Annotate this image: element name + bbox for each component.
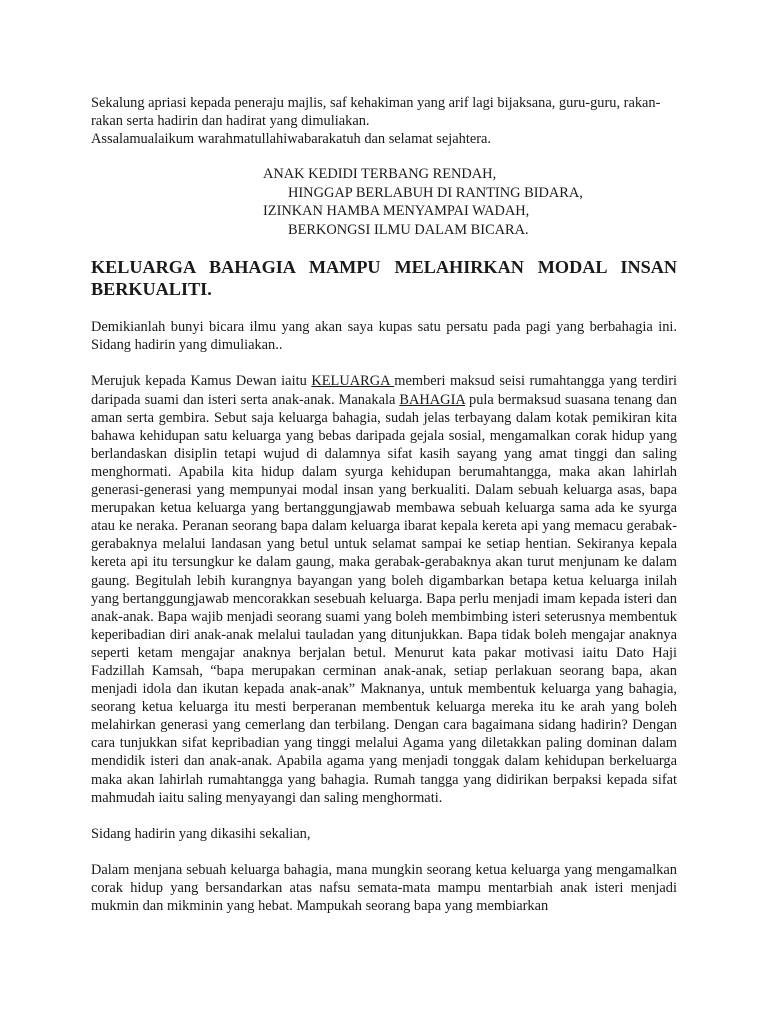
body-paragraph-2: Dalam menjana sebuah keluarga bahagia, mana mungkin seorang ketua keluarga yang mengamalkan corak hidup yang bersandarkan atas nafsu semata-mata mampu mentarbiah anak isteri menjadi mukmin dan mikminin yang hebat. Mampukah seorang bapa yang membiarkan xyxy=(91,861,677,914)
pantun-line-1: ANAK KEDIDI TERBANG RENDAH, xyxy=(263,166,497,183)
keyword-keluarga: KELUARGA xyxy=(311,373,395,390)
salutation-line: Sekalung apriasi kepada peneraju majlis, saf kehakiman yang arif lagi bijaksana, guru-guru, rakan-rakan serta hadirin dan hadirat yang dimuliakan. xyxy=(91,95,661,130)
pantun-line-2: HINGGAP BERLABUH DI RANTING BIDARA, xyxy=(288,184,583,201)
pantun-verse xyxy=(263,165,677,239)
document-body xyxy=(91,94,677,915)
body-text-b: memberi maksud seisi rumahtangga yang terdiri daripada suami dan isteri serta anak-anak. Manakala xyxy=(91,373,677,408)
greeting-paragraph: Sidang hadirin yang dikasihi sekalian, xyxy=(91,825,311,842)
speech-title: KELUARGA BAHAGIA MAMPU MELAHIRKAN MODAL INSAN BERKUALITI. xyxy=(91,257,677,300)
opening-salutation xyxy=(91,94,677,148)
greeting-line: Assalamualaikum warahmatullahiwabarakatuh dan selamat sejahtera. xyxy=(91,131,491,148)
pantun-line-4: BERKONGSI ILMU DALAM BICARA. xyxy=(288,221,529,238)
body-text-a: Merujuk kepada Kamus Dewan iaitu xyxy=(91,373,312,390)
intro-paragraph: Demikianlah bunyi bicara ilmu yang akan saya kupas satu persatu pada pagi yang berbahagia ini. Sidang hadirin yang dimuliakan.. xyxy=(91,319,677,354)
pantun-line-3: IZINKAN HAMBA MENYAMPAI WADAH, xyxy=(263,203,530,220)
keyword-bahagia: BAHAGIA xyxy=(399,391,465,408)
body-text-c: pula bermaksud suasana tenang dan aman serta gembira. Sebut saja keluarga bahagia, sudah jelas terbayang dalam kotak pemikiran kita bahawa kehidupan satu keluarga yang bebas daripada gejala sosial, mengamalkan corak hidup yang berlandaskan disiplin tetapi wujud di dalamnya sifat kasih sayang yang amat tinggi dan saling menghormati. Apabila kita hidup dalam syurga kehidupan berumahtangga, maka akan lahirlah generasi-generasi yang mempunyai modal insan yang berkualiti. Dalam sebuah keluarga asas, bapa merupakan ketua keluarga yang bertanggungjawab membawa sebuah keluarga sama ada ke syurga atau ke neraka. Peranan seorang bapa dalam keluarga ibarat kepala kereta api yang memacu gerabak-gerabaknya melalui landasan yang betul untuk selamat sampai ke setiap hentian. Sekiranya kepala kereta api itu tersungkur ke dalam gaung, maka gerabak-gerabaknya akan turut menjunam ke dalam gaung. Begitulah lebih kurangnya bayangan yang boleh digambarkan betapa ketua keluarga inilah yang bertanggungjawab mencorakkan sesebuah keluarga. Bapa perlu menjadi imam kepada isteri dan anak-anak. Bapa wajib menjadi seorang suami yang boleh membimbing isteri seterusnya membentuk keperibadian diri anak-anak melalui tauladan yang ditunjukkan. Bapa tidak boleh mengajar anaknya seperti ketam mengajar anaknya berjalan betul. Menurut kata pakar motivasi iaitu Dato Haji Fadzillah Kamsah, “bapa merupakan cerminan anak-anak, setiap perlakuan seorang bapa, akan menjadi idola dan ikutan kepada anak-anak” Maknanya, untuk membentuk keluarga yang bahagia, seorang ketua keluarga itu mesti berperanan membentuk keluarga mereka itu ke arah yang boleh melahirkan generasi yang cemerlang dan terbilang. Dengan cara bagaimana sidang hadirin? Dengan cara tunjukkan sifat kepribadian yang tinggi melalui Agama yang diletakkan paling dominan dalam mendidik isteri dan anak-anak. Apabila agama yang menjadi tonggak dalam kehidupan berkeluarga maka akan lahirlah rumahtangga yang bahagia. Rumah tangga yang didirikan berpaksi kepada sifat mahmudah iaitu saling menyayangi dan saling menghormati. xyxy=(91,391,677,806)
body-paragraph-1 xyxy=(91,372,677,806)
